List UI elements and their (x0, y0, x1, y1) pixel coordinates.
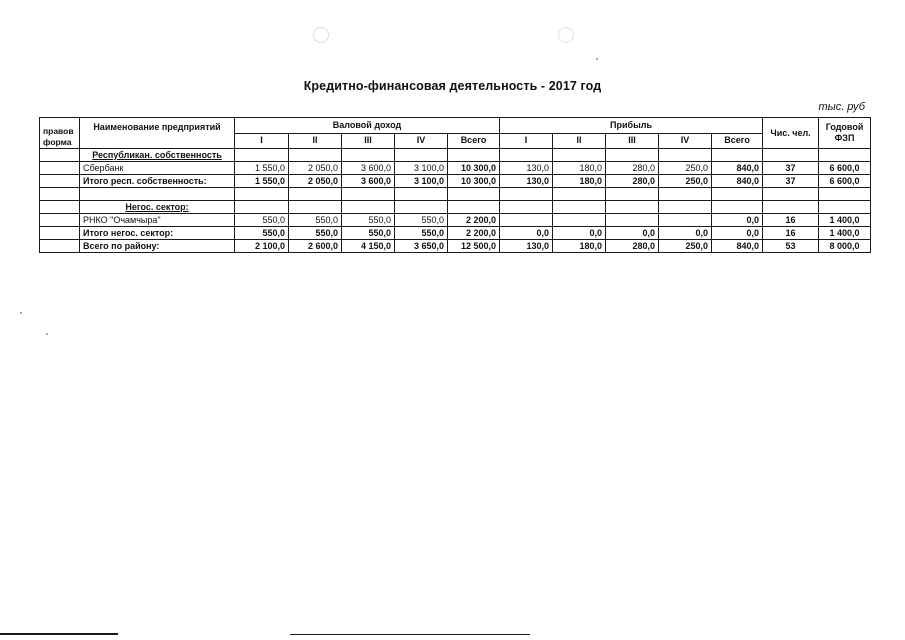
profit-q1-cell: 130,0 (500, 162, 553, 175)
gross-income-q2-cell: 550,0 (289, 227, 342, 240)
profit-q1-cell (500, 214, 553, 227)
profit-q4-cell: 250,0 (659, 240, 712, 253)
gross-income-q3-cell: 550,0 (342, 227, 395, 240)
profit-q1-cell: 0,0 (500, 227, 553, 240)
scan-speck (20, 312, 22, 314)
profit-q3-cell: 280,0 (606, 175, 659, 188)
gross-income-total-cell (448, 149, 500, 162)
gross-income-q2-cell: 2 050,0 (289, 175, 342, 188)
profit-q4-cell (659, 149, 712, 162)
gross-income-q1-cell (235, 201, 289, 214)
gross-income-q2-cell: 550,0 (289, 214, 342, 227)
scan-edge-line (0, 633, 118, 635)
gross-income-q4-cell (395, 149, 448, 162)
credit-finance-table (39, 117, 871, 253)
scan-edge-line (290, 634, 530, 635)
profit-q3-cell (606, 201, 659, 214)
profit-q3-header: III (606, 133, 659, 149)
annual-payroll-cell: 8 000,0 (819, 240, 871, 253)
profit-q2-header: II (553, 133, 606, 149)
gross-income-q2-cell (289, 201, 342, 214)
annual-payroll-cell: 1 400,0 (819, 214, 871, 227)
profit-q4-cell: 0,0 (659, 227, 712, 240)
gross-income-q1-cell: 550,0 (235, 227, 289, 240)
units-label: тыс. руб (818, 101, 865, 113)
annual-payroll-header: Годовой ФЗП (819, 118, 871, 149)
profit-q2-cell: 180,0 (553, 162, 606, 175)
profit-q4-cell (659, 188, 712, 201)
gross-income-q4-cell (395, 188, 448, 201)
annual-payroll-cell: 1 400,0 (819, 227, 871, 240)
headcount-cell: 16 (763, 227, 819, 240)
gross-income-q2-cell (289, 149, 342, 162)
profit-total-cell: 840,0 (712, 175, 763, 188)
table-row (40, 214, 871, 227)
gross-income-total-cell: 2 200,0 (448, 214, 500, 227)
gross-income-q3-cell (342, 201, 395, 214)
gross-income-total-cell (448, 188, 500, 201)
section-row (40, 149, 871, 162)
gross-income-q4-cell: 550,0 (395, 214, 448, 227)
total-row (40, 240, 871, 253)
profit-q2-cell: 0,0 (553, 227, 606, 240)
legal-form-cell (40, 162, 80, 175)
headcount-cell (763, 201, 819, 214)
gross-income-total-cell: 2 200,0 (448, 227, 500, 240)
profit-q2-cell (553, 214, 606, 227)
legal-form-cell (40, 227, 80, 240)
profit-q2-cell (553, 188, 606, 201)
document-title: Кредитно-финансовая деятельность - 2017 год (303, 79, 602, 93)
gross-income-q3-header: III (342, 133, 395, 149)
company-name-cell: Республикан. собственность (80, 149, 235, 162)
annual-payroll-cell: 6 600,0 (819, 162, 871, 175)
profit-q2-cell (553, 149, 606, 162)
table-body (40, 149, 871, 253)
gross-income-q3-cell: 550,0 (342, 214, 395, 227)
profit-total-cell (712, 188, 763, 201)
gross-income-q1-cell: 1 550,0 (235, 162, 289, 175)
header-row-main (40, 118, 871, 134)
profit-q3-cell (606, 149, 659, 162)
profit-q3-cell (606, 214, 659, 227)
gross-income-q1-cell: 1 550,0 (235, 175, 289, 188)
annual-payroll-cell (819, 188, 871, 201)
legal-form-cell (40, 240, 80, 253)
punch-hole-left (313, 27, 329, 43)
gross-income-header: Валовой доход (235, 118, 500, 134)
profit-total-header: Всего (712, 133, 763, 149)
table-row (40, 162, 871, 175)
gross-income-q3-cell (342, 188, 395, 201)
headcount-cell: 37 (763, 175, 819, 188)
gross-income-q1-cell: 2 100,0 (235, 240, 289, 253)
profit-q4-cell (659, 214, 712, 227)
profit-q4-cell: 250,0 (659, 175, 712, 188)
profit-q1-cell: 130,0 (500, 175, 553, 188)
gross-income-total-cell: 10 300,0 (448, 175, 500, 188)
annual-payroll-cell: 6 600,0 (819, 175, 871, 188)
profit-q1-cell: 130,0 (500, 240, 553, 253)
headcount-cell (763, 188, 819, 201)
profit-total-cell (712, 201, 763, 214)
profit-q1-header: I (500, 133, 553, 149)
gross-income-q3-cell (342, 149, 395, 162)
company-name-cell: РНКО "Очамчыра" (80, 214, 235, 227)
gross-income-total-cell: 10 300,0 (448, 162, 500, 175)
headcount-cell (763, 149, 819, 162)
gross-income-total-cell (448, 201, 500, 214)
profit-q1-cell (500, 149, 553, 162)
profit-q1-cell (500, 188, 553, 201)
profit-q3-cell: 280,0 (606, 162, 659, 175)
gross-income-q2-cell (289, 188, 342, 201)
company-name-cell: Всего по району: (80, 240, 235, 253)
profit-q3-cell (606, 188, 659, 201)
gross-income-q4-cell: 3 100,0 (395, 175, 448, 188)
profit-q4-cell: 250,0 (659, 162, 712, 175)
scan-speck (596, 58, 598, 60)
headcount-header: Чис. чел. (763, 118, 819, 149)
gross-income-q2-cell: 2 050,0 (289, 162, 342, 175)
gross-income-q1-cell (235, 188, 289, 201)
gross-income-q4-cell: 550,0 (395, 227, 448, 240)
gross-income-q2-cell: 2 600,0 (289, 240, 342, 253)
table-row (40, 188, 871, 201)
legal-form-cell (40, 175, 80, 188)
company-name-header: Наименование предприятий (80, 118, 235, 149)
profit-q3-cell: 0,0 (606, 227, 659, 240)
legal-form-cell (40, 188, 80, 201)
legal-form-cell (40, 214, 80, 227)
headcount-cell: 16 (763, 214, 819, 227)
profit-q4-header: IV (659, 133, 712, 149)
gross-income-q4-cell: 3 100,0 (395, 162, 448, 175)
gross-income-total-header: Всего (448, 133, 500, 149)
profit-total-cell (712, 149, 763, 162)
profit-q4-cell (659, 201, 712, 214)
headcount-cell: 37 (763, 162, 819, 175)
headcount-cell: 53 (763, 240, 819, 253)
profit-total-cell: 840,0 (712, 162, 763, 175)
gross-income-q3-cell: 3 600,0 (342, 162, 395, 175)
annual-payroll-cell (819, 149, 871, 162)
scan-speck (46, 333, 48, 335)
legal-form-header: правов форма (40, 118, 80, 149)
company-name-cell: Итого респ. собственность: (80, 175, 235, 188)
punch-hole-right (558, 27, 574, 43)
total-row (40, 175, 871, 188)
gross-income-q4-header: IV (395, 133, 448, 149)
profit-header: Прибыль (500, 118, 763, 134)
profit-q2-cell (553, 201, 606, 214)
gross-income-q4-cell (395, 201, 448, 214)
gross-income-q2-header: II (289, 133, 342, 149)
company-name-cell: Сбербанк (80, 162, 235, 175)
legal-form-cell (40, 149, 80, 162)
company-name-cell: Итого негос. сектор: (80, 227, 235, 240)
profit-total-cell: 0,0 (712, 227, 763, 240)
annual-payroll-cell (819, 201, 871, 214)
profit-q2-cell: 180,0 (553, 175, 606, 188)
profit-total-cell: 840,0 (712, 240, 763, 253)
gross-income-q4-cell: 3 650,0 (395, 240, 448, 253)
profit-q1-cell (500, 201, 553, 214)
profit-q3-cell: 280,0 (606, 240, 659, 253)
section-row (40, 201, 871, 214)
gross-income-q1-cell (235, 149, 289, 162)
gross-income-q1-header: I (235, 133, 289, 149)
total-row (40, 227, 871, 240)
company-name-cell (80, 188, 235, 201)
legal-form-cell (40, 201, 80, 214)
gross-income-q3-cell: 3 600,0 (342, 175, 395, 188)
gross-income-total-cell: 12 500,0 (448, 240, 500, 253)
company-name-cell: Негос. сектор: (80, 201, 235, 214)
gross-income-q3-cell: 4 150,0 (342, 240, 395, 253)
profit-total-cell: 0,0 (712, 214, 763, 227)
gross-income-q1-cell: 550,0 (235, 214, 289, 227)
profit-q2-cell: 180,0 (553, 240, 606, 253)
